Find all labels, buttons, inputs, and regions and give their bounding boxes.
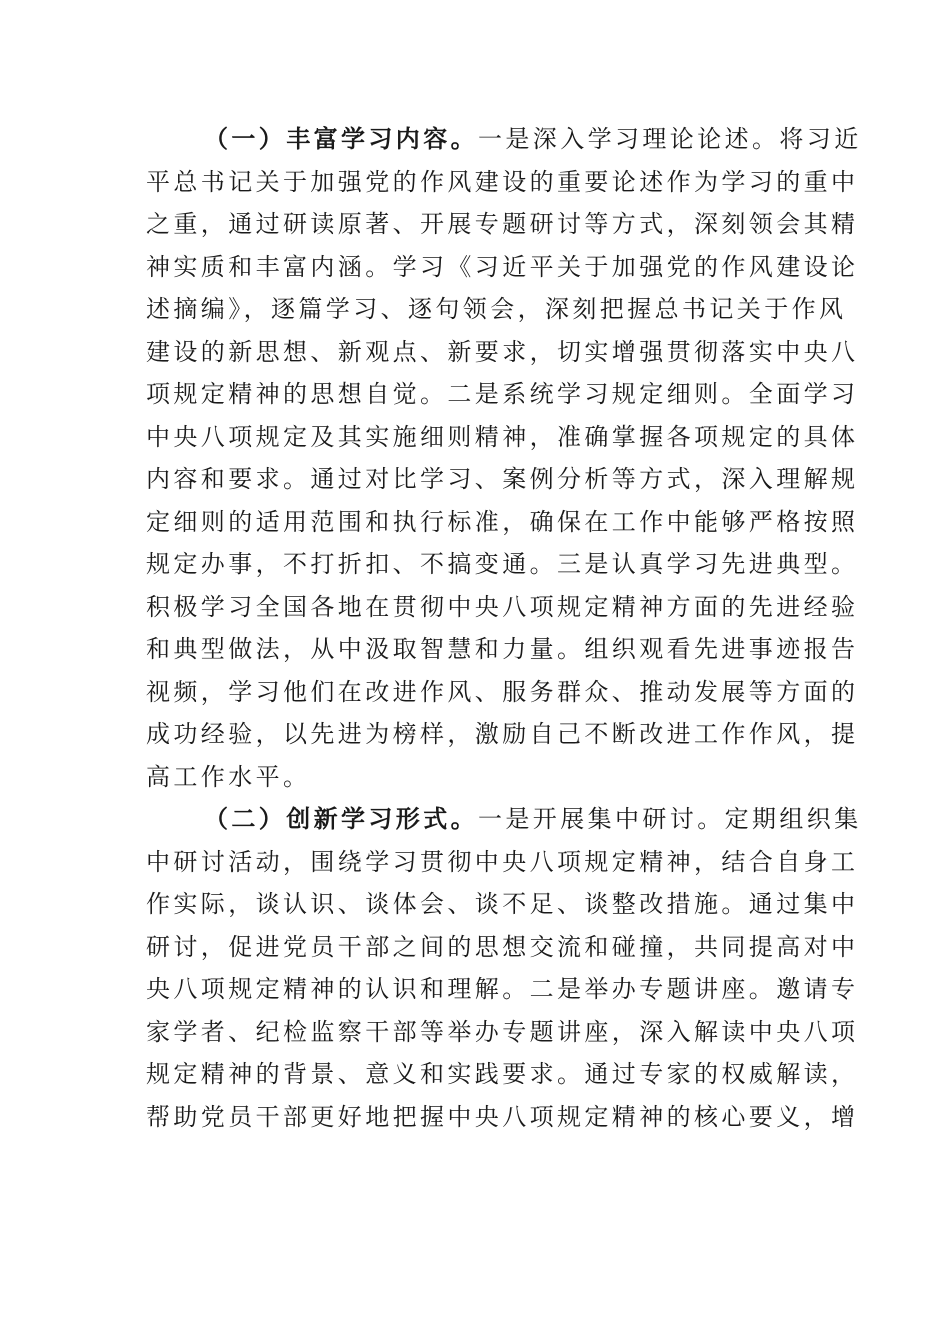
section-heading: （二）创新学习形式。 — [204, 805, 478, 833]
paragraph-line: 作实际，谈认识、谈体会、谈不足、谈整改措施。通过集中 — [146, 890, 859, 918]
paragraph-line: 神实质和丰富内涵。学习《习近平关于加强党的作风建设论 — [146, 252, 859, 281]
paragraph-line: 规定办事，不打折扣、不搞变通。三是认真学习先进典型。 — [146, 550, 859, 578]
section-heading: （一）丰富学习内容。 — [204, 125, 478, 153]
paragraph-line: 帮助党员干部更好地把握中央八项规定精神的核心要义，增 — [146, 1102, 859, 1131]
paragraph-enrich-content — [146, 118, 862, 798]
paragraph-line: 家学者、纪检监察干部等举办专题讲座，深入解读中央八项 — [146, 1017, 859, 1046]
paragraph-innovate-forms — [146, 798, 862, 1138]
paragraph-line: 和典型做法，从中汲取智慧和力量。组织观看先进事迹报告 — [146, 635, 859, 663]
paragraph-line: 定细则的适用范围和执行标准，确保在工作中能够严格按照 — [146, 507, 859, 536]
paragraph-line: 成功经验，以先进为榜样，激励自己不断改进工作作风，提 — [146, 720, 859, 748]
paragraph-line: 述摘编》，逐篇学习、逐句领会，深刻把握总书记关于作风 — [146, 295, 847, 323]
paragraph-line: 高工作水平。 — [146, 762, 311, 791]
line-text: 一是深入学习理论论述。将习近 — [478, 125, 862, 153]
document-body — [146, 118, 862, 1138]
paragraph-line: 内容和要求。通过对比学习、案例分析等方式，深入理解规 — [146, 465, 859, 493]
paragraph-line: 积极学习全国各地在贯彻中央八项规定精神方面的先进经验 — [146, 592, 859, 621]
paragraph-line: 之重，通过研读原著、开展专题研讨等方式，深刻领会其精 — [146, 210, 859, 238]
paragraph-line: 项规定精神的思想自觉。二是系统学习规定细则。全面学习 — [146, 380, 859, 408]
paragraph-line: 研讨，促进党员干部之间的思想交流和碰撞，共同提高对中 — [146, 932, 859, 961]
paragraph-line: 中研讨活动，围绕学习贯彻中央八项规定精神，结合自身工 — [146, 847, 859, 876]
line-text: 一是开展集中研讨。定期组织集 — [478, 805, 862, 833]
paragraph-line — [146, 798, 862, 841]
paragraph-line: 视频，学习他们在改进作风、服务群众、推动发展等方面的 — [146, 677, 859, 706]
paragraph-line: 规定精神的背景、意义和实践要求。通过专家的权威解读， — [146, 1060, 859, 1088]
paragraph-line: 建设的新思想、新观点、新要求，切实增强贯彻落实中央八 — [146, 337, 859, 366]
paragraph-line: 央八项规定精神的认识和理解。二是举办专题讲座。邀请专 — [146, 975, 859, 1003]
paragraph-line — [146, 118, 862, 161]
paragraph-line: 平总书记关于加强党的作风建设的重要论述作为学习的重中 — [146, 167, 859, 196]
paragraph-line: 中央八项规定及其实施细则精神，准确掌握各项规定的具体 — [146, 422, 859, 451]
